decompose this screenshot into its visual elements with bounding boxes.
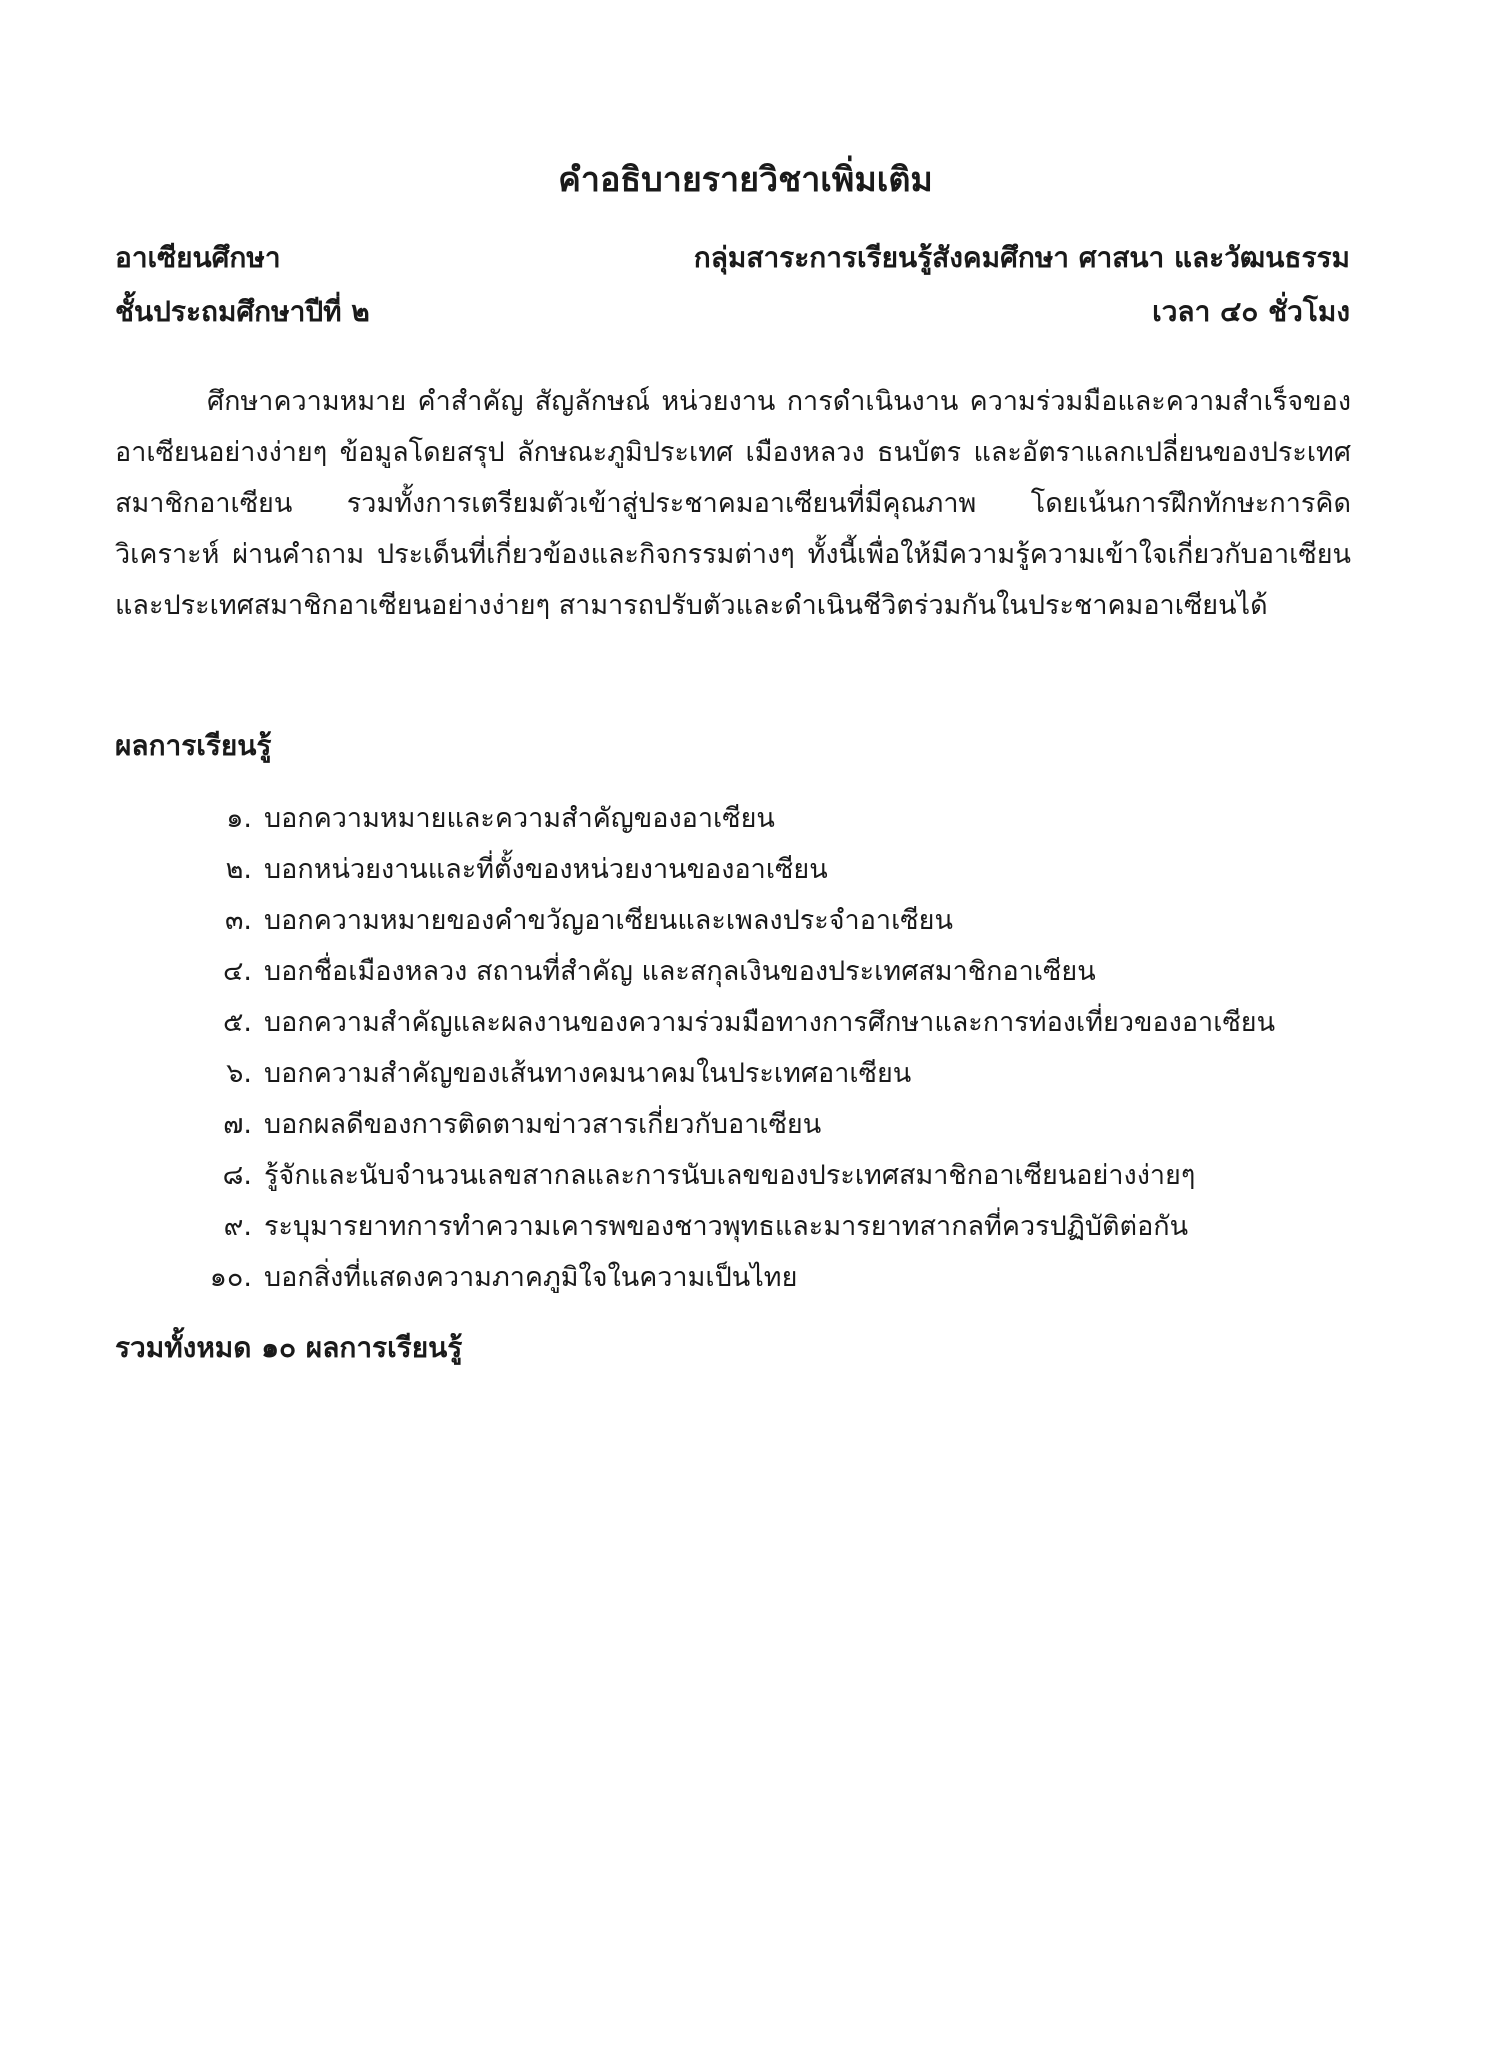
outcome-text: รู้จักและนับจำนวนเลขสากลและการนับเลขของประเทศสมาชิกอาเซียนอย่างง่ายๆ <box>264 1160 1196 1191</box>
outcome-text: บอกผลดีของการติดตามข่าวสารเกี่ยวกับอาเซียน <box>264 1109 822 1140</box>
page-title: คำอธิบายรายวิชาเพิ่มเติม <box>558 160 933 200</box>
outcome-text: บอกความสำคัญของเส้นทางคมนาคมในประเทศอาเซียน <box>264 1058 912 1089</box>
outcome-number: ๔. <box>222 956 252 987</box>
outcome-item <box>115 1258 1351 1309</box>
outcome-item <box>115 1003 1351 1054</box>
subject-name: อาเซียนศึกษา <box>115 241 281 274</box>
outcome-number: ๗. <box>223 1109 252 1140</box>
outcomes-summary: รวมทั้งหมด ๑๐ ผลการเรียนรู้ <box>115 1331 463 1364</box>
outcome-item <box>115 1054 1351 1105</box>
outcome-text: บอกความสำคัญและผลงานของความร่วมมือทางการศึกษาและการท่องเที่ยวของอาเซียน <box>264 1007 1276 1038</box>
outcome-number: ๑. <box>226 803 252 834</box>
grade-level: ชั้นประถมศึกษาปีที่ ๒ <box>115 295 370 328</box>
outcome-number: ๙. <box>223 1211 252 1242</box>
course-duration: เวลา ๔๐ ชั่วโมง <box>1152 295 1350 328</box>
outcome-item <box>115 952 1351 1003</box>
outcome-item <box>115 799 1351 850</box>
outcome-text: บอกความหมายและความสำคัญของอาเซียน <box>264 803 775 834</box>
outcome-number: ๓. <box>224 905 252 936</box>
outcome-number: ๘. <box>222 1160 252 1191</box>
outcome-item <box>115 901 1351 952</box>
outcome-number: ๖. <box>226 1058 252 1089</box>
outcome-item <box>115 1156 1351 1207</box>
outcome-item <box>115 1207 1351 1258</box>
outcome-number: ๒. <box>225 854 252 885</box>
outcome-text: บอกความหมายของคำขวัญอาเซียนและเพลงประจำอาเซียน <box>264 905 953 936</box>
outcome-number: ๕. <box>222 1007 252 1038</box>
course-description: ศึกษาความหมาย คำสำคัญ สัญลักษณ์ หน่วยงาน การดำเนินงาน ความร่วมมือและความสำเร็จของอาเซียนอย่างง่ายๆ ข้อมูลโดยสรุป ลักษณะภูมิประเทศ เมืองหลวง ธนบัตร และอัตราแลกเปลี่ยนของประเทศสมาชิกอาเซียน รวมทั้งการเตรียมตัวเข้าสู่ประชาคมอาเซียนที่มีคุณภาพ โดยเน้นการฝึกทักษะการคิดวิเคราะห์ ผ่านคำถาม ประเด็นที่เกี่ยวข้องและกิจกรรมต่างๆ ทั้งนี้เพื่อให้มีความรู้ความเข้าใจเกี่ยวกับอาเซียนและประเทศสมาชิกอาเซียนอย่างง่ายๆ สามารถปรับตัวและดำเนินชีวิตร่วมกันในประชาคมอาเซียนได้ <box>115 386 1351 621</box>
outcome-text: บอกชื่อเมืองหลวง สถานที่สำคัญ และสกุลเงินของประเทศสมาชิกอาเซียน <box>264 956 1096 987</box>
outcome-text: บอกสิ่งที่แสดงความภาคภูมิใจในความเป็นไทย <box>264 1262 798 1293</box>
outcome-item <box>115 1105 1351 1156</box>
outcome-text: ระบุมารยาทการทำความเคารพของชาวพุทธและมารยาทสากลที่ควรปฏิบัติต่อกัน <box>264 1211 1189 1242</box>
learning-area: กลุ่มสาระการเรียนรู้สังคมศึกษา ศาสนา และวัฒนธรรม <box>693 241 1350 274</box>
outcome-number: ๑๐. <box>209 1262 252 1293</box>
outcome-text: บอกหน่วยงานและที่ตั้งของหน่วยงานของอาเซียน <box>264 854 828 885</box>
outcomes-list <box>115 799 1351 1309</box>
outcomes-heading: ผลการเรียนรู้ <box>115 729 272 762</box>
outcome-item <box>115 850 1351 901</box>
